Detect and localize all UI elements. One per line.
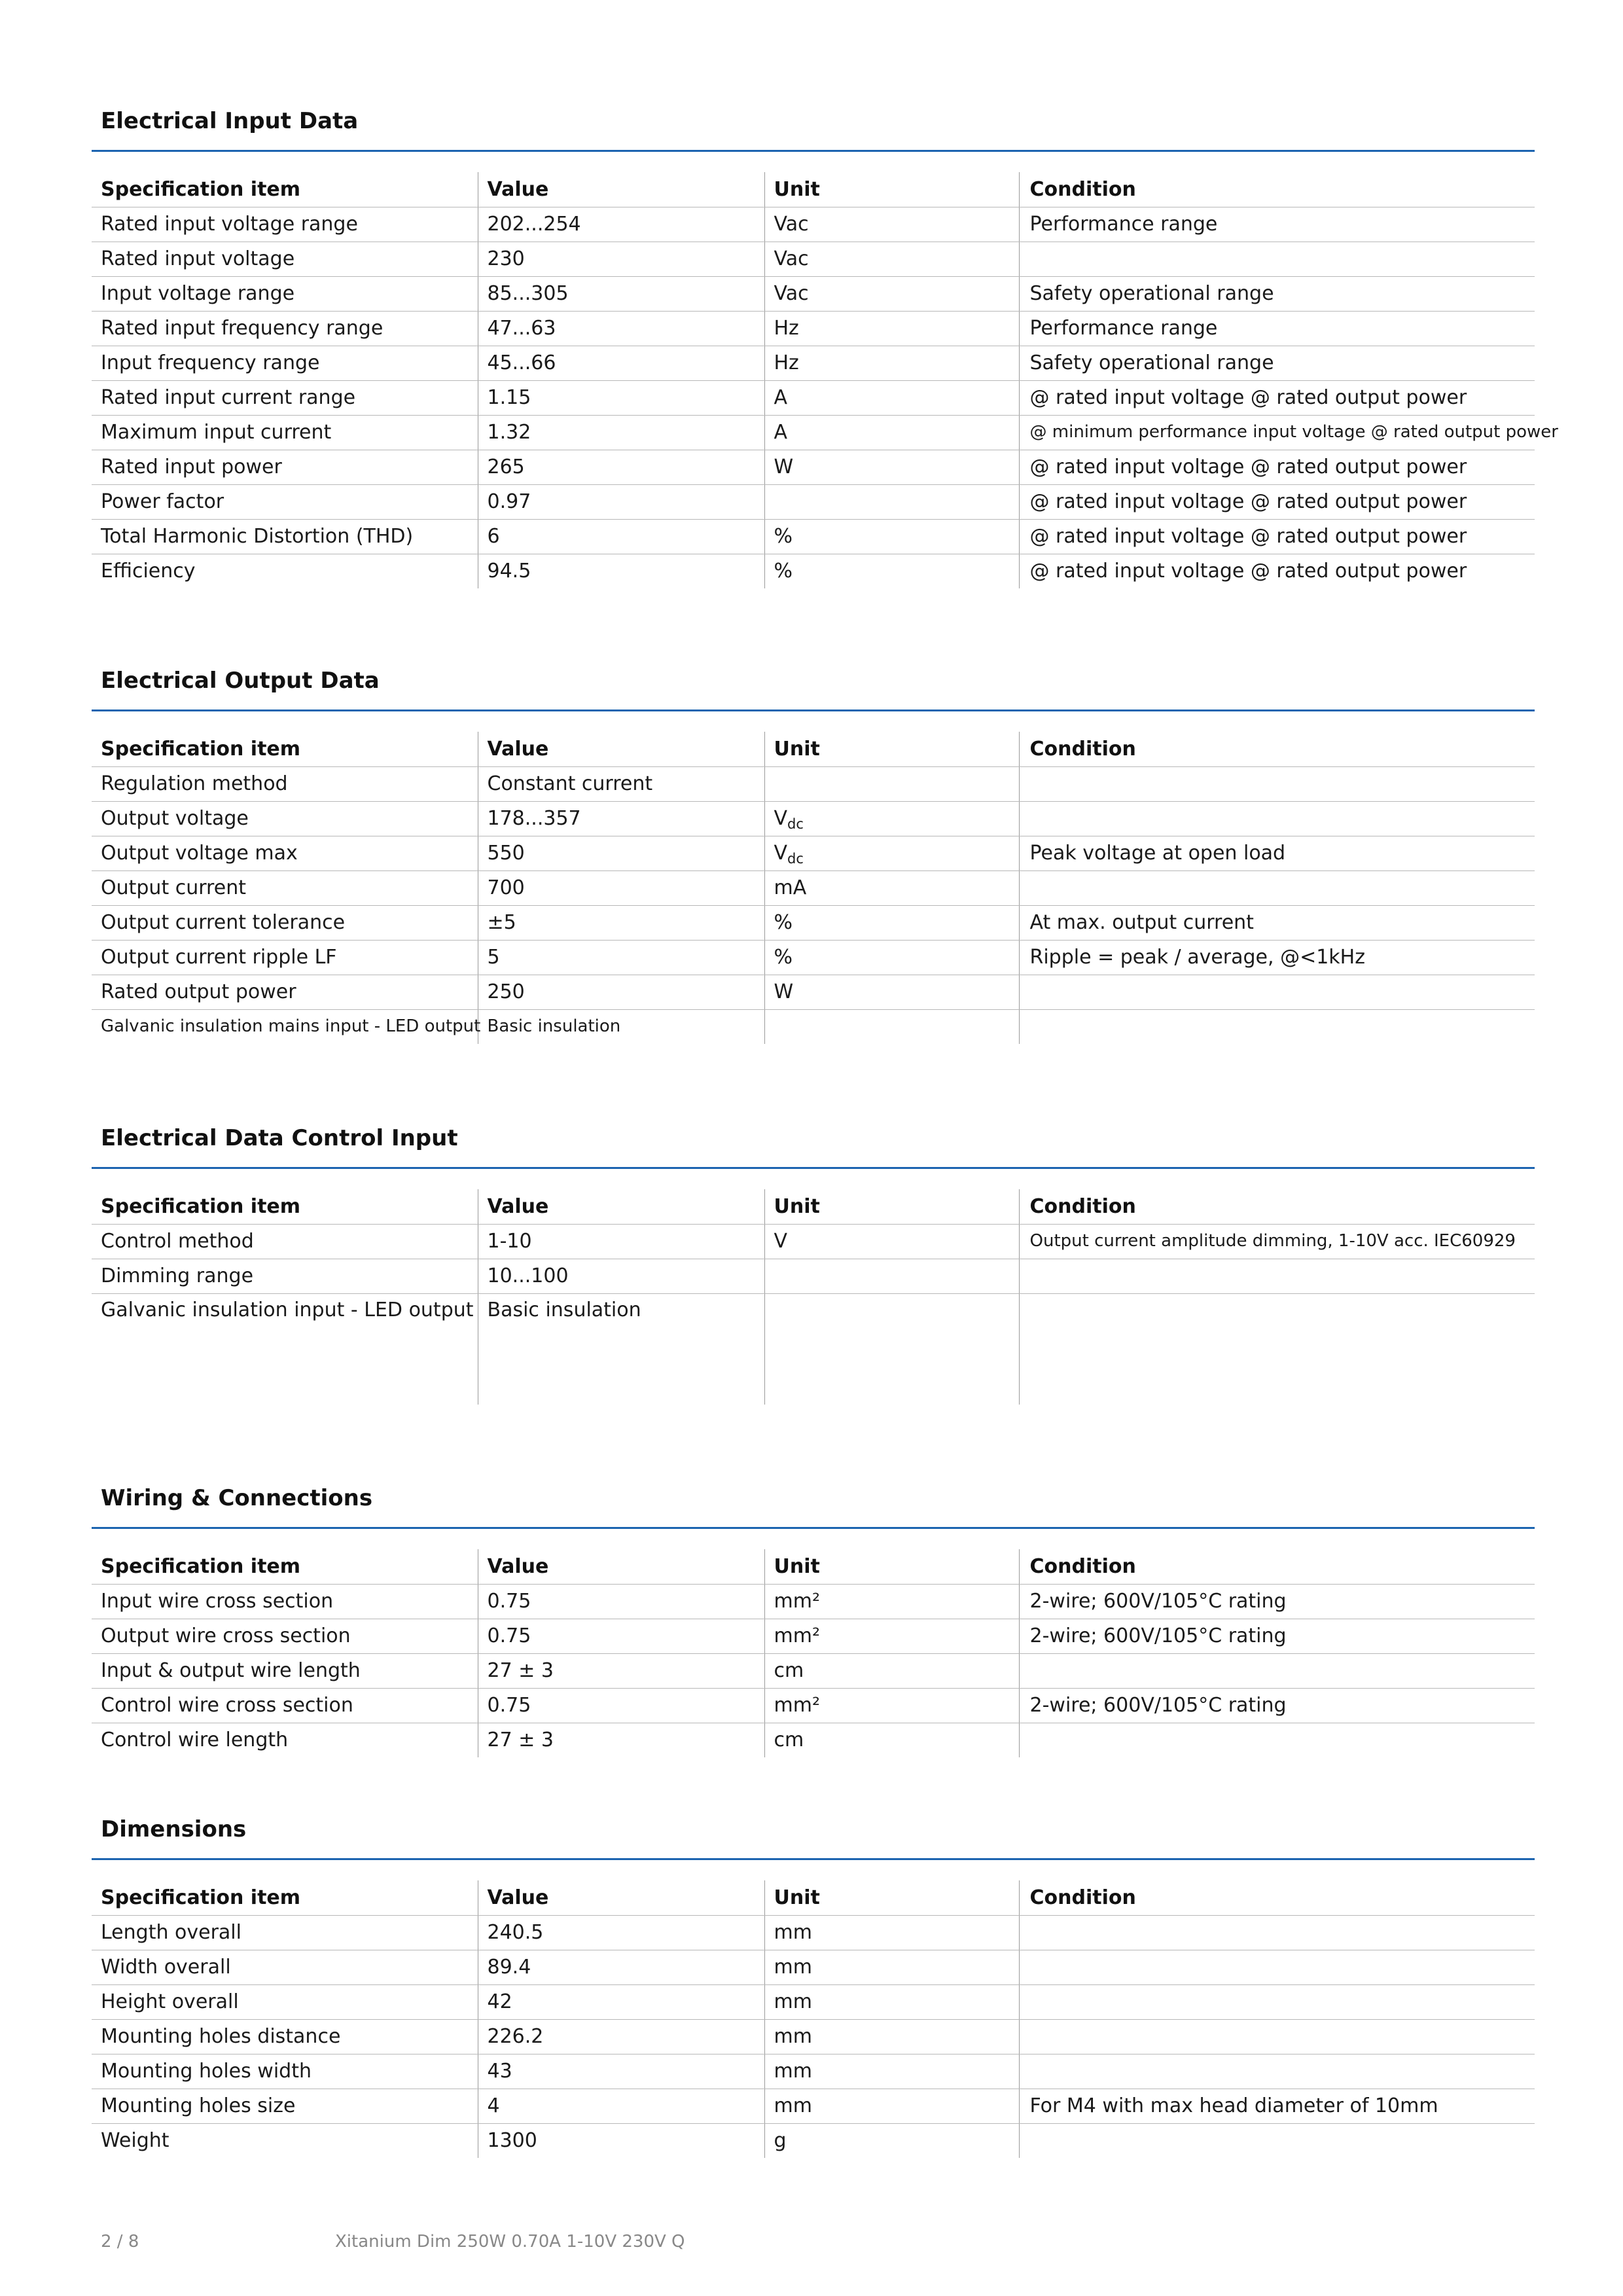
cell-condition (1019, 870, 1535, 905)
cell-item: Power factor (92, 484, 478, 519)
table-row (92, 975, 1535, 1009)
table-row (92, 940, 1535, 975)
spec-table-dimensions (92, 1880, 1535, 2158)
cell-condition: 2-wire; 600V/105°C rating (1019, 1584, 1535, 1619)
cell-item: Rated input current range (92, 380, 478, 415)
cell-item: Rated input frequency range (92, 311, 478, 346)
cell-value: 230 (478, 242, 764, 276)
cell-unit: mm (764, 1950, 1019, 1984)
table-row (92, 1915, 1535, 1950)
cell-value: 250 (478, 975, 764, 1009)
cell-condition (1019, 2123, 1535, 2158)
section-title: Electrical Data Control Input (101, 1125, 458, 1151)
cell-unit (764, 836, 1019, 870)
unit-subscript: dc (787, 851, 804, 867)
cell-unit: Hz (764, 311, 1019, 346)
header-item: Specification item (92, 1880, 478, 1915)
cell-item: Galvanic insulation input - LED output (101, 1298, 474, 1321)
cell-condition (1019, 801, 1535, 836)
unit-base: V (774, 807, 788, 830)
cell-value: 240.5 (478, 1915, 764, 1950)
cell-item: Output current ripple LF (92, 940, 478, 975)
cell-value: Basic insulation (478, 1009, 764, 1044)
cell-unit: % (764, 940, 1019, 975)
cell-item: Weight (101, 2129, 169, 2153)
cell-condition: Performance range (1019, 311, 1535, 346)
table-row (92, 346, 1535, 380)
table-header-row (92, 1189, 1535, 1224)
table-row (92, 1950, 1535, 1984)
header-value: Value (478, 732, 764, 766)
cell-item: Input frequency range (92, 346, 478, 380)
footer-page-number: 2 / 8 (101, 2232, 139, 2251)
header-condition: Condition (1019, 1189, 1535, 1224)
table-row (92, 1259, 1535, 1293)
cell-unit (764, 1009, 1019, 1044)
table-row (92, 1688, 1535, 1723)
header-unit: Unit (764, 1549, 1019, 1584)
cell-value: 1.15 (478, 380, 764, 415)
cell-unit: W (764, 975, 1019, 1009)
cell-unit: Hz (764, 346, 1019, 380)
cell-condition (1019, 2019, 1535, 2054)
cell-condition: Ripple = peak / average, @<1kHz (1019, 940, 1535, 975)
table-row (92, 2054, 1535, 2089)
cell-item: Mounting holes width (92, 2054, 478, 2089)
header-unit: Unit (764, 732, 1019, 766)
table-row (92, 2123, 1535, 2158)
cell-value: 1300 (478, 2123, 764, 2158)
footer-product-name: Xitanium Dim 250W 0.70A 1-10V 230V Q (335, 2232, 685, 2251)
cell-condition: @ rated input voltage @ rated output power (1019, 450, 1535, 484)
cell-value: 0.97 (478, 484, 764, 519)
spec-table-output (92, 732, 1535, 1044)
cell-unit: mm (764, 1915, 1019, 1950)
cell-unit: g (764, 2123, 1019, 2158)
cell-unit: % (764, 519, 1019, 554)
cell-unit: Vac (764, 276, 1019, 311)
cell-item: Regulation method (92, 766, 478, 801)
cell-condition: Peak voltage at open load (1019, 836, 1535, 870)
cell-value: 202...254 (478, 207, 764, 242)
cell-item: Output wire cross section (92, 1619, 478, 1653)
cell-item: Output current tolerance (92, 905, 478, 940)
cell-unit: Vac (764, 242, 1019, 276)
cell-unit: mm (764, 2054, 1019, 2089)
cell-item: Rated input voltage range (92, 207, 478, 242)
cell-value: 94.5 (478, 554, 764, 588)
cell-item: Output voltage max (92, 836, 478, 870)
cell-value: 226.2 (478, 2019, 764, 2054)
table-row (92, 484, 1535, 519)
cell-value: 550 (478, 836, 764, 870)
cell-value: 45...66 (478, 346, 764, 380)
cell-unit: mm² (764, 1619, 1019, 1653)
cell-condition (1019, 1009, 1535, 1044)
table-row (92, 380, 1535, 415)
cell-unit: A (764, 415, 1019, 450)
cell-condition (1019, 975, 1535, 1009)
cell-unit (764, 1293, 1019, 1405)
cell-value: 700 (478, 870, 764, 905)
cell-item: Output current (92, 870, 478, 905)
table-row (92, 870, 1535, 905)
cell-condition (1019, 1915, 1535, 1950)
header-item: Specification item (92, 172, 478, 207)
cell-condition (1019, 1723, 1535, 1757)
cell-item: Maximum input current (92, 415, 478, 450)
cell-value: 47...63 (478, 311, 764, 346)
cell-value: Basic insulation (478, 1293, 764, 1405)
header-unit: Unit (764, 172, 1019, 207)
table-row (92, 415, 1535, 450)
cell-unit: mm (764, 2019, 1019, 2054)
table-row (92, 836, 1535, 870)
cell-value: Constant current (478, 766, 764, 801)
cell-item: Rated input power (92, 450, 478, 484)
spec-table-input (92, 172, 1558, 588)
cell-condition (1019, 242, 1535, 276)
cell-item: Length overall (92, 1915, 478, 1950)
cell-condition (1019, 2054, 1535, 2089)
unit-subscript: dc (787, 816, 804, 832)
section-title: Dimensions (101, 1816, 247, 1842)
cell-value: 27 ± 3 (478, 1723, 764, 1757)
cell-condition (1019, 1259, 1535, 1293)
cell-value: 0.75 (478, 1688, 764, 1723)
header-value: Value (478, 1549, 764, 1584)
cell-item: Rated output power (92, 975, 478, 1009)
cell-unit: W (764, 450, 1019, 484)
cell-condition: @ rated input voltage @ rated output power (1019, 380, 1535, 415)
cell-item: Input wire cross section (92, 1584, 478, 1619)
cell-unit: Vac (764, 207, 1019, 242)
header-value: Value (478, 1880, 764, 1915)
cell-value: 4 (478, 2089, 764, 2123)
cell-unit: mm² (764, 1688, 1019, 1723)
section-title: Electrical Output Data (101, 668, 380, 694)
cell-value: 27 ± 3 (478, 1653, 764, 1688)
table-row (92, 242, 1535, 276)
cell-value: 43 (478, 2054, 764, 2089)
cell-unit: % (764, 905, 1019, 940)
cell-unit: mm (764, 1984, 1019, 2019)
table-row (92, 276, 1535, 311)
cell-unit: V (764, 1224, 1019, 1259)
cell-item: Input & output wire length (92, 1653, 478, 1688)
cell-value: 0.75 (478, 1619, 764, 1653)
cell-value: 265 (478, 450, 764, 484)
table-row (92, 1584, 1535, 1619)
table-header-row (92, 172, 1535, 207)
header-value: Value (478, 172, 764, 207)
cell-value: ±5 (478, 905, 764, 940)
cell-item: Control wire length (101, 1729, 289, 1752)
cell-unit: cm (764, 1653, 1019, 1688)
cell-condition: Safety operational range (1019, 346, 1535, 380)
cell-condition (1019, 1653, 1535, 1688)
table-row (92, 905, 1535, 940)
header-item: Specification item (92, 732, 478, 766)
cell-item: Width overall (92, 1950, 478, 1984)
table-header-row (92, 1549, 1535, 1584)
cell-value: 6 (478, 519, 764, 554)
table-row (92, 1984, 1535, 2019)
table-row (92, 450, 1535, 484)
table-row (92, 766, 1535, 801)
cell-value: 42 (478, 1984, 764, 2019)
cell-unit: A (764, 380, 1019, 415)
header-item: Specification item (92, 1549, 478, 1584)
cell-condition: 2-wire; 600V/105°C rating (1019, 1619, 1535, 1653)
cell-unit (764, 1259, 1019, 1293)
table-row (92, 1619, 1535, 1653)
cell-condition (1019, 1293, 1535, 1405)
cell-value: 178...357 (478, 801, 764, 836)
cell-condition: Performance range (1019, 207, 1535, 242)
section-title: Wiring & Connections (101, 1485, 373, 1511)
header-condition: Condition (1019, 732, 1535, 766)
cell-item: Output voltage (92, 801, 478, 836)
spec-table-control (92, 1189, 1535, 1405)
spec-table-wiring (92, 1549, 1535, 1757)
table-row (92, 2019, 1535, 2054)
header-condition: Condition (1019, 172, 1535, 207)
cell-condition (1019, 766, 1535, 801)
section-rule (92, 1527, 1535, 1529)
cell-unit (764, 801, 1019, 836)
cell-condition: @ rated input voltage @ rated output power (1019, 484, 1535, 519)
section-title: Electrical Input Data (101, 108, 359, 134)
cell-condition: Safety operational range (1019, 276, 1535, 311)
cell-condition: @ minimum performance input voltage @ rated output power (1019, 415, 1535, 450)
cell-unit: cm (764, 1723, 1019, 1757)
table-row (92, 519, 1535, 554)
cell-unit: mm (764, 2089, 1019, 2123)
section-rule (92, 150, 1535, 152)
table-row (92, 2089, 1535, 2123)
header-value: Value (478, 1189, 764, 1224)
cell-item: Total Harmonic Distortion (THD) (92, 519, 478, 554)
cell-condition: 2-wire; 600V/105°C rating (1019, 1688, 1535, 1723)
cell-item: Input voltage range (92, 276, 478, 311)
table-header-row (92, 732, 1535, 766)
table-row (92, 801, 1535, 836)
cell-value: 5 (478, 940, 764, 975)
header-condition: Condition (1019, 1880, 1535, 1915)
cell-condition: For M4 with max head diameter of 10mm (1019, 2089, 1535, 2123)
cell-unit: % (764, 554, 1019, 588)
unit-base: V (774, 842, 788, 865)
table-row (92, 1293, 1535, 1405)
table-header-row (92, 1880, 1535, 1915)
cell-condition: Output current amplitude dimming, 1-10V acc. IEC60929 (1019, 1224, 1535, 1259)
cell-item: Control wire cross section (92, 1688, 478, 1723)
header-item: Specification item (92, 1189, 478, 1224)
cell-unit: mm² (764, 1584, 1019, 1619)
table-row (92, 1653, 1535, 1688)
cell-unit (764, 766, 1019, 801)
table-row (92, 1723, 1535, 1757)
section-rule (92, 1858, 1535, 1860)
cell-value: 0.75 (478, 1584, 764, 1619)
cell-value: 89.4 (478, 1950, 764, 1984)
cell-item: Mounting holes distance (92, 2019, 478, 2054)
cell-item: Galvanic insulation mains input - LED output (101, 1016, 481, 1037)
cell-item: Rated input voltage (92, 242, 478, 276)
cell-condition: @ rated input voltage @ rated output power (1019, 519, 1535, 554)
cell-value: 85...305 (478, 276, 764, 311)
cell-unit (764, 484, 1019, 519)
cell-item: Efficiency (101, 560, 196, 583)
cell-item: Control method (92, 1224, 478, 1259)
cell-condition (1019, 1950, 1535, 1984)
cell-unit: mA (764, 870, 1019, 905)
table-row (92, 311, 1535, 346)
cell-condition (1019, 1984, 1535, 2019)
header-unit: Unit (764, 1189, 1019, 1224)
cell-item: Mounting holes size (92, 2089, 478, 2123)
header-condition: Condition (1019, 1549, 1535, 1584)
cell-value: 1-10 (478, 1224, 764, 1259)
section-rule (92, 709, 1535, 711)
table-row (92, 207, 1535, 242)
table-row (92, 554, 1535, 588)
cell-item: Height overall (92, 1984, 478, 2019)
cell-item: Dimming range (92, 1259, 478, 1293)
cell-condition: @ rated input voltage @ rated output power (1019, 554, 1535, 588)
cell-value: 1.32 (478, 415, 764, 450)
cell-condition: At max. output current (1019, 905, 1535, 940)
cell-value: 10...100 (478, 1259, 764, 1293)
header-unit: Unit (764, 1880, 1019, 1915)
table-row (92, 1009, 1535, 1044)
section-rule (92, 1167, 1535, 1169)
table-row (92, 1224, 1535, 1259)
